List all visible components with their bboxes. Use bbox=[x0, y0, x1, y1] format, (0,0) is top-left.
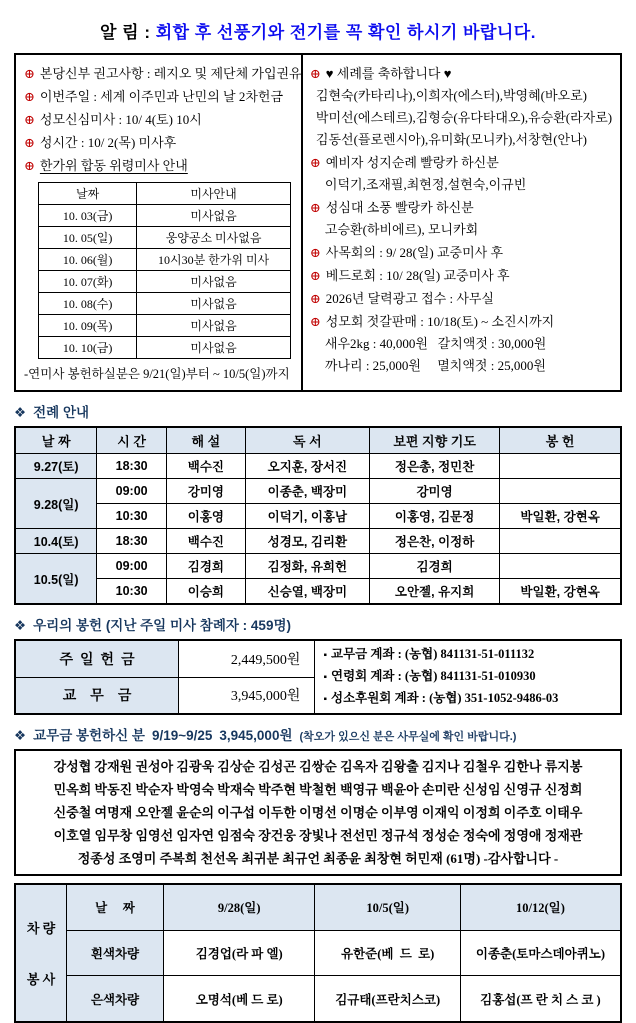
square-bullet-icon: ▪ bbox=[323, 650, 327, 661]
table-row bbox=[15, 454, 621, 479]
account-text: 연령회 계좌 : (농협) 841131-51-010930 bbox=[331, 669, 536, 683]
cross-bullet-icon: ⊕ bbox=[309, 155, 321, 170]
cross-bullet-icon: ⊕ bbox=[309, 66, 321, 81]
mass-info: 웅양공소 미사없음 bbox=[137, 227, 291, 249]
liturgy-reading: 이덕기, 이홍남 bbox=[245, 504, 369, 529]
donor-names-line: 강성협 강재원 권성아 김광욱 김상순 김성곤 김쌍순 김옥자 김왕출 김지나 김철우 김한나 류지봉 bbox=[53, 759, 583, 774]
vehicle-service-label bbox=[15, 884, 67, 1022]
table-row bbox=[15, 529, 621, 554]
liturgy-prayer: 오안젤, 유지희 bbox=[369, 579, 499, 605]
announcement-text: 성시간 : 10/ 2(목) 미사후 bbox=[39, 135, 177, 150]
announcements-left-column bbox=[16, 55, 303, 390]
mass-date-header: 날짜 bbox=[39, 183, 137, 205]
cross-bullet-icon: ⊕ bbox=[24, 158, 35, 173]
account-info-cell bbox=[315, 640, 621, 714]
mass-info: 미사없음 bbox=[137, 337, 291, 359]
announcement-item bbox=[310, 196, 614, 219]
market-title: 성모회 젓갈판매 : 10/18(토) ~ 소진시까지 bbox=[325, 314, 555, 329]
col-header-commentary: 해 설 bbox=[166, 427, 245, 454]
liturgy-date: 9.27(토) bbox=[15, 454, 97, 479]
announcement-item bbox=[24, 131, 295, 154]
section-title: 전례 안내 bbox=[33, 405, 90, 420]
liturgy-time: 18:30 bbox=[97, 454, 167, 479]
vehicle-label-top: 차 량 bbox=[26, 921, 56, 936]
section-marker-icon: ❖ bbox=[14, 728, 27, 743]
liturgy-time: 09:00 bbox=[97, 554, 167, 579]
liturgy-commentary: 이홍영 bbox=[166, 504, 245, 529]
cross-bullet-icon: ⊕ bbox=[24, 66, 35, 81]
table-header-row bbox=[15, 884, 621, 930]
col-header-time: 시 간 bbox=[97, 427, 167, 454]
liturgy-reading: 김정화, 유희헌 bbox=[245, 554, 369, 579]
vehicle-date: 9/28(일) bbox=[163, 884, 315, 930]
mass-info: 미사없음 bbox=[137, 293, 291, 315]
table-row bbox=[15, 579, 621, 605]
palanca-title: 예비자 성지순례 빨랑카 하신분 bbox=[325, 155, 499, 170]
cross-bullet-icon: ⊕ bbox=[309, 291, 321, 306]
liturgy-prayer: 강미영 bbox=[369, 479, 499, 504]
mass-date: 10. 09(목) bbox=[39, 315, 137, 337]
table-header-row bbox=[15, 427, 621, 454]
table-row bbox=[39, 249, 291, 271]
meeting-text: 사목회의 : 9/ 28(일) 교중미사 후 bbox=[325, 245, 504, 260]
table-row bbox=[15, 930, 621, 975]
col-header-offering: 봉 헌 bbox=[500, 427, 621, 454]
cross-bullet-icon: ⊕ bbox=[309, 245, 321, 260]
driver-name: 유한준(베 드 로) bbox=[315, 930, 460, 975]
liturgy-section-heading bbox=[14, 401, 622, 421]
col-header-reading: 독 서 bbox=[245, 427, 369, 454]
driver-name: 이종춘(토마스데아퀴노) bbox=[460, 930, 621, 975]
cross-bullet-icon: ⊕ bbox=[24, 89, 35, 104]
driver-name: 김규태(프란치스코) bbox=[315, 976, 460, 1022]
donor-names-line: 신중철 여명재 오안젤 윤순의 이구섭 이두한 이명선 이명순 이부영 이재익 이정희 이주호 이태우 bbox=[53, 805, 583, 820]
mass-info: 10시30분 한가위 미사 bbox=[137, 249, 291, 271]
table-header-row bbox=[39, 183, 291, 205]
section-title: 교무금 봉헌하신 분 bbox=[33, 728, 145, 743]
offering-amount: 2,449,500원 bbox=[179, 640, 315, 677]
announcement-item bbox=[24, 85, 295, 108]
donors-note: (착오가 있으신 분은 사무실에 확인 바랍니다.) bbox=[299, 731, 517, 743]
vehicle-row-label: 흰색차량 bbox=[67, 930, 164, 975]
picnic-title: 성심대 소풍 빨랑카 하신분 bbox=[325, 200, 474, 215]
donors-amount: 3,945,000원 bbox=[219, 728, 293, 743]
section-marker-icon: ❖ bbox=[14, 405, 27, 420]
baptism-title: ♥ 세례를 축하합니다 ♥ bbox=[325, 66, 452, 81]
donor-names-line: 민옥희 박동진 박순자 박영숙 박재숙 박주현 박철헌 백영규 백윤아 손미란 신성임 신영규 신정희 bbox=[53, 782, 583, 797]
notice-message: 회합 후 선풍기와 전기를 꼭 확인 하시기 바랍니다. bbox=[155, 23, 536, 42]
account-line bbox=[323, 688, 616, 710]
announcement-text: 이번주일 : 세계 이주민과 난민의 날 2차헌금 bbox=[39, 89, 284, 104]
mass-info: 미사없음 bbox=[137, 315, 291, 337]
announcement-text: 성모신심미사 : 10/ 4(토) 10시 bbox=[39, 112, 202, 127]
account-text: 성소후원회 계좌 : (농협) 351-1052-9486-03 bbox=[331, 691, 559, 705]
vehicle-row-label: 은색차량 bbox=[67, 976, 164, 1022]
liturgy-offering bbox=[500, 479, 621, 504]
liturgy-prayer: 김경희 bbox=[369, 554, 499, 579]
announcement-item bbox=[310, 287, 614, 310]
palanca-names-line: 이덕기,조재필,최현정,설현숙,이규빈 bbox=[324, 177, 527, 192]
liturgy-date: 9.28(일) bbox=[15, 479, 97, 529]
notice-label: 알 림 : bbox=[100, 23, 151, 42]
cross-bullet-icon: ⊕ bbox=[24, 135, 35, 150]
liturgy-prayer: 정은찬, 이정하 bbox=[369, 529, 499, 554]
vehicle-date: 10/5(일) bbox=[315, 884, 460, 930]
picnic-names-line: 고승환(하비에르), 모니카회 bbox=[324, 222, 479, 237]
liturgy-commentary: 강미영 bbox=[166, 479, 245, 504]
cross-bullet-icon: ⊕ bbox=[309, 314, 321, 329]
table-row bbox=[39, 271, 291, 293]
driver-name: 김경업(라 파 엘) bbox=[163, 930, 315, 975]
market-price-line: 까나리 : 25,000원 멸치액젓 : 25,000원 bbox=[324, 358, 546, 373]
offering-table bbox=[14, 639, 622, 715]
calendar-text: 2026년 달력광고 접수 : 사무실 bbox=[325, 291, 494, 306]
vehicle-date: 10/12(일) bbox=[460, 884, 621, 930]
donors-period: 9/19~9/25 bbox=[151, 728, 213, 743]
offering-label: 교 무 금 bbox=[15, 677, 179, 714]
square-bullet-icon: ▪ bbox=[323, 672, 327, 683]
mass-date: 10. 08(수) bbox=[39, 293, 137, 315]
col-header-date: 날 짜 bbox=[15, 427, 97, 454]
mass-info-header: 미사안내 bbox=[137, 183, 291, 205]
announcement-item bbox=[24, 108, 295, 131]
square-bullet-icon: ▪ bbox=[323, 694, 327, 705]
cross-bullet-icon: ⊕ bbox=[309, 268, 321, 283]
announcements-box bbox=[14, 53, 622, 392]
mass-date: 10. 10(금) bbox=[39, 337, 137, 359]
liturgy-offering bbox=[500, 454, 621, 479]
baptism-names-line: 김동선(플로렌시아),유미화(모니카),서창현(안나) bbox=[315, 132, 587, 147]
announcement-text: 한가위 합동 위령미사 안내 bbox=[39, 158, 188, 173]
offering-section-heading bbox=[14, 614, 622, 634]
table-row bbox=[39, 227, 291, 249]
liturgy-reading: 오지훈, 장서진 bbox=[245, 454, 369, 479]
offering-label: 주 일 헌 금 bbox=[15, 640, 179, 677]
col-header-prayer: 보편 지향 기도 bbox=[369, 427, 499, 454]
petrus-text: 베드로회 : 10/ 28(일) 교중미사 후 bbox=[325, 268, 510, 283]
announcement-item bbox=[24, 154, 295, 177]
liturgy-time: 10:30 bbox=[97, 579, 167, 605]
section-marker-icon: ❖ bbox=[14, 618, 27, 633]
announcement-text: 본당신부 권고사항 : 레지오 및 제단체 가입권유 bbox=[39, 66, 302, 81]
table-row bbox=[15, 976, 621, 1022]
liturgy-prayer: 이홍영, 김문정 bbox=[369, 504, 499, 529]
table-row bbox=[15, 479, 621, 504]
account-line bbox=[323, 644, 616, 666]
liturgy-reading: 이종춘, 백장미 bbox=[245, 479, 369, 504]
announcement-item bbox=[310, 264, 614, 287]
requiem-mass-footnote: -연미사 봉헌하실분은 9/21(일)부터 ~ 10/5(일)까지 bbox=[24, 367, 290, 381]
liturgy-commentary: 이승희 bbox=[166, 579, 245, 605]
mass-date: 10. 03(금) bbox=[39, 205, 137, 227]
liturgy-time: 10:30 bbox=[97, 504, 167, 529]
liturgy-commentary: 백수진 bbox=[166, 529, 245, 554]
liturgy-offering: 박일환, 강현옥 bbox=[500, 504, 621, 529]
announcement-item bbox=[24, 62, 302, 85]
liturgy-time: 09:00 bbox=[97, 479, 167, 504]
liturgy-reading: 성경모, 김리환 bbox=[245, 529, 369, 554]
donors-section-heading bbox=[14, 724, 622, 744]
announcements-right-column bbox=[303, 55, 620, 390]
liturgy-commentary: 김경희 bbox=[166, 554, 245, 579]
announcement-item bbox=[310, 310, 614, 333]
donor-names-line: 이호열 임무창 임영선 임자연 임점숙 장건웅 장빛나 전선민 정규석 정성순 정숙에 정영애 정재관 bbox=[53, 828, 583, 843]
liturgy-offering bbox=[500, 529, 621, 554]
driver-name: 김홍섭(프 란 치 스 코 ) bbox=[460, 976, 621, 1022]
announcement-item bbox=[310, 241, 614, 264]
account-line bbox=[323, 666, 616, 688]
baptism-names-line: 박미선(에스테르),김형승(유다타대오),유승환(라자로) bbox=[315, 110, 613, 125]
liturgy-date: 10.5(일) bbox=[15, 554, 97, 605]
vehicle-service-table bbox=[14, 883, 622, 1023]
table-row bbox=[15, 640, 621, 677]
liturgy-commentary: 백수진 bbox=[166, 454, 245, 479]
liturgy-reading: 신승열, 백장미 bbox=[245, 579, 369, 605]
table-row bbox=[15, 504, 621, 529]
donor-names-line: 정종성 조영미 주복희 천선옥 최귀분 최규언 최종윤 최창현 허민재 (61명) -감사합니다 - bbox=[77, 851, 559, 866]
table-row bbox=[39, 205, 291, 227]
vehicle-label-bottom: 봉 사 bbox=[26, 972, 56, 987]
announcement-item bbox=[310, 151, 614, 174]
liturgy-date: 10.4(토) bbox=[15, 529, 97, 554]
liturgy-table bbox=[14, 426, 622, 605]
mass-date: 10. 05(일) bbox=[39, 227, 137, 249]
table-row bbox=[39, 315, 291, 337]
announcement-item bbox=[310, 62, 614, 85]
top-notice bbox=[14, 18, 622, 43]
section-title: 우리의 봉헌 (지난 주일 미사 참례자 : 459명) bbox=[33, 618, 291, 633]
table-row bbox=[15, 554, 621, 579]
mass-info: 미사없음 bbox=[137, 205, 291, 227]
liturgy-offering: 박일환, 강현옥 bbox=[500, 579, 621, 605]
baptism-names-line: 김현숙(카타리나),이희자(에스터),박영혜(바오로) bbox=[315, 88, 587, 103]
table-row bbox=[39, 293, 291, 315]
cross-bullet-icon: ⊕ bbox=[24, 112, 35, 127]
liturgy-time: 18:30 bbox=[97, 529, 167, 554]
liturgy-offering bbox=[500, 554, 621, 579]
vehicle-date-header: 날 짜 bbox=[67, 884, 164, 930]
mass-date: 10. 06(월) bbox=[39, 249, 137, 271]
cross-bullet-icon: ⊕ bbox=[309, 200, 321, 215]
liturgy-prayer: 정은총, 정민찬 bbox=[369, 454, 499, 479]
offering-amount: 3,945,000원 bbox=[179, 677, 315, 714]
mass-info: 미사없음 bbox=[137, 271, 291, 293]
account-text: 교무금 계좌 : (농협) 841131-51-011132 bbox=[331, 647, 535, 661]
driver-name: 오명석(베 드 로) bbox=[163, 976, 315, 1022]
holiday-mass-table bbox=[38, 182, 291, 359]
mass-date: 10. 07(화) bbox=[39, 271, 137, 293]
market-price-line: 새우2kg : 40,000원 갈치액젓 : 30,000원 bbox=[324, 336, 547, 351]
donor-names-box bbox=[14, 749, 622, 876]
table-row bbox=[39, 337, 291, 359]
